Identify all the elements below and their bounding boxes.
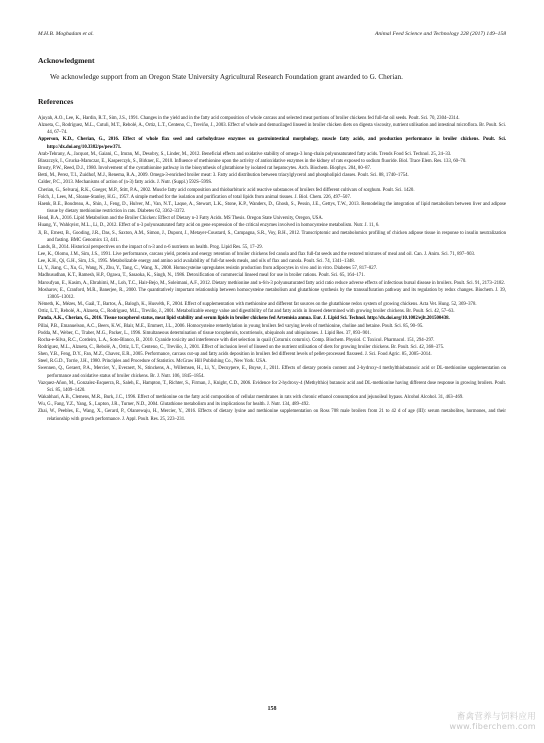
reference-item: Panda, A.K., Cherian, G., 2016. Tissue tocopherol status, meat lipid stability and serum lipids in broiler chickens fed Artemisia annua. Eur. J. Lipid Sci. Technol. http://dx.doi.org/10.1002/ejlt.201500438. [38,316,450,322]
reference-item: Podda, M., Weber, C., Traber, M.G., Packer, L., 1996. Simultaneous determination of tissue tocopherols, tocotrienols, ubiquinols and ubiquinones. J. Lipid Res. 37, 893–901. [38,330,371,336]
acknowledgement-heading: Acknowledgment [38,56,95,65]
reference-item: Lands, B., 2014. Historical perspectives on the impact of n-3 and n-6 nutrients on health. Prog. Lipid Res. 55, 17–29. [38,244,263,250]
reference-item: Lee, K.H., Qi, G.H., Sim, J.S., 1995. Metabolizable energy and amino acid availability of full-fat seeds meals, and oils of flax and canola. Poult. Sci. 74, 1341–1348. [38,259,355,265]
running-head [38,31,506,37]
acknowledgement-text: We acknowledge support from an Oregon State University Agricultural Research Foundation grant awarded to G. Cherian. [50,73,403,81]
reference-item: Pillai, P.B., Emanuelson, A.C., Beers, K.W., Blair, M.E., Emmert, J.L., 2006. Homocysteine remethylation in young broilers fed varying levels of methionine, choline and betaine. Poult. Sci. 85, 90–95. [38,323,424,329]
reference-item: Folch, J., Lees, M., Sloane-Stanley, H.G., 1957. A simple method for the isolation and purification of total lipids from animal tissues. J. Biol. Chem. 226, 497–507. [38,194,352,200]
reference-item: Vazquez-Añon, M., Gonzalez-Esquerra, R., Saleh, E., Hampton, T., Richter, S., Firman, J., Knight, C.D., 2006. Evidence for 2-hydroxy-4 (Methylthio) butanoic acid and DL-methionine having different dose response in growing broilers. Poult. Sci. 85, 1409–1420. [38,380,506,393]
references-heading: References [38,97,74,106]
reference-item: Steel, R.G.D., Torrie, J.H., 1980. Principles and Procedure of Statistics. McGraw Hill Publishing Co., New York. USA. [38,359,267,365]
reference-item: Calder, P.C., 2013. Mechanisms of action of (n-3) fatty acids. J. Nutr. (Suppl.) 592S–599S. [38,180,213,186]
page-number: 158 [267,706,277,712]
reference-item: Maroufyan, E., Kasim, A., Ebrahimi, M., Loh, T.C., Hair-Bejo, M., Soleimani, A.F., 2012. Dietary methionine and n-6/n-3 polyunsaturated fatty acid ratio reduce adverse effects of infectious bursal disease in broilers. Poult. Sci. 91, 2173–2182. [38,280,505,286]
reference-item: Head, B.A., 2016. Lipid Metabolism and the Broiler Chicken: Effect of Dietary n-3 Fatty Acids. MS Thesis. Oregon State University, Oregon, USA. [38,216,324,222]
reference-item: Rocha-e-Silva, R.C., Cordeiro, L.A., Soto-Blanco, B., 2010. Cyanide toxicity and interference with diet selection in quail (Coturnix coturnix). Comp. Biochem. Physiol. C Toxicol. Pharmacol. 151, 294–297. [38,337,435,343]
reference-item: Ji, B., Ernest, B., Gooding, J.R., Das, S., Saxton, A.M., Simon, J., Dupont, J., Metayer-Coustard, S., Campagna, S.R., Voy, B.H., 2012. Transcriptomic and metabolomics profiling of chicken adipose tissue in response to insulin neutralization and fasting. BMC Genomics 13, 441. [38,230,506,243]
reference-item: Ajuyah, A.O., Lee, K., Hardin, R.T., Sim, J.S., 1991. Changes in the yield and in the fatty acid composition of whole carcass and selected meat portions of broiler chickens fed full-fat oil seeds. Poult. Sci. 70, 2304–2314. [38,116,460,121]
reference-item: Haenk, B.E., Boudreau, A., Shin, J., Feng, D., Hulver, M., Van, N.T., Laque, A., Stewart, L.K., Stone, K.P., Wanders, D., Ghosh, S., Pessin, J.E., Gettys, T.W., 2013. Remodeling the integration of lipid metabolism between liver and adipose tissue by dietary methionine restriction in rats. Diabetes 62, 3362–3372. [38,201,506,215]
watermark-url: www.fiberchem.com [449,722,536,731]
reference-item: Wu, G., Fang, Y.Z., Yang, S., Lupton, J.R., Turner, N.D., 2004. Glutathione metabolism and its implications for health. J. Nutr. 134, 489–492. [38,402,310,408]
running-head-authors: M.H.B. Moghadam et al. [38,31,94,37]
reference-item: Alzueta, C., Rodríguez, M.L., Cutuli, M.T., Rebolé, A., Ortiz, L.T., Centeno, C., Treviño, J., 2003. Effect of whole and demucilaged linseed in broiler chicken diets on digesta viscosity, nutrient utilisation and intestinal microflora. Br. Poult. Sci. 44, 67–74. [38,123,506,136]
reference-item: Betti, M., Perez, T.I., Zuidhof, M.J., Renema, R.A., 2009. Omega-3-enriched broiler meat: 3. Fatty acid distribution between triacylglycerol and phospholipid classes. Poult. Sci. 88, 1740–1754. [38,173,409,179]
reference-item: Németh, K., Mézes, M., Gaál, T., Bartos, Á., Balogh, K., Husvéth, F., 2004. Effect of supplementation with methionine and different fat sources on the glutathione redox system of growing chickens. Acta Vet. Hung. 52, 369–378. [38,302,477,308]
reference-item: Lee, K., Olomu, J.M., Sim, J.S., 1991. Live performance, carcass yield, protein and energy retention of broiler chickens fed canola and flax full-fat seeds and the restored mixtures of meal and oil. Can. J. Anim. Sci. 71, 897–903. [38,251,476,257]
reference-item: Cherian, G., Selvaraj, R.K., Goeger, M.P., Stitt, P.A., 2002. Muscle fatty acid composition and thiobarbituric acid reactive substances of broilers fed different cultivars of sorghum. Poult. Sci. 1420. [38,187,415,193]
reference-item: Li, Y., Jiang, C., Xu, G., Wang, N., Zhu, Y., Tang, C., Wang, X., 2008. Homocysteine upregulates resistin production from adipocytes in vivo and in vitro. Diabetes 57, 817–827. [38,266,378,272]
reference-item: Swennen, Q., Geraert, P.A., Mercier, Y., Everaert, N., Stinckens, A., Willemsen, H., Li, Y., Decuypere, E., Buyse, J., 2011. Effects of dietary protein content and 2-hydroxy-4 methylthiobutanoic acid or DL-methionine supplementation on performance and oxidative status of broiler chickens. Br. J. Nutr. 106, 1845–1854. [38,366,506,379]
reference-item: Wakabhari, A.B., Clemens, M.R., Burk, J.C., 1996. Effect of methionine on the fatty acid composition of cellular membranes in rats with chronic ethanol consumption and jejunoileal bypass. Alcohol Alcohol. 31, 463–469. [38,395,464,401]
watermark [449,712,536,732]
reference-item: Huang, Y., Wahlqvist, M.L., Li, D., 2012. Effect of n-3 polyunsaturated fatty acid on gene expression of the critical enzymes involved in homocysteine metabolism. Nutr. J. 11, 6. [38,223,380,229]
reference-item: Arab-Tehrany, A., Jacquot, M., Gaiani, C., Imran, M., Desobry, S., Linder, M., 2012. Beneficial effects and oxidative stability of omega-3 long-chain polyunsaturated fatty acids. Trends Food Sci. Technol. 25, 24–33. [38,151,452,157]
reference-item: Apperson, K.D., Cherian, G., 2016. Effect of whole flax seed and carbohydrase enzymes on gastrointestinal morphology, muscle fatty acids, and production performance in broiler chickens. Poult. Sci. http://dx.doi.org/10.3382/ps/pew371. [38,137,506,150]
reference-list [38,115,506,423]
watermark-title: 畜禽营养与饲料应用 [456,712,536,722]
reference-item: Brosty, P.W., Reed, D.J., 1980. Involvement of the cystathionine pathway in the biosynthesis of glutathione by isolated rat hepatocytes. Arch. Biochem. Biophys. 204, 80–87. [38,166,372,172]
reference-item: Rodríguez, M.L., Alzueta, C., Rebolé, A., Ortiz, L.T., Centeno, C., Treviño, J., 2001. Effect of inclusion level of linseed on the nutrient utilisation of diets for growing broiler chickens. Br. Poult. Sci. 42, 368–375. [38,345,445,350]
running-head-journal: Animal Feed Science and Technology 228 (2017) 149–158 [374,31,506,37]
reference-item: Ortiz, L.T., Rebolé, A., Alzueta, C., Rodríguez, M.L., Treviño, J., 2001. Metabolizable energy value and digestibility of fat and fatty acids in linseed determined with growing broiler chickens. Br. Poult. Sci. 42, 57–63. [38,309,455,315]
reference-item: Blaszczyk, I., Grucka-Mamczar, E., Kasperczyk, S., Birkner, E., 2010. Influence of methionine upon the activity of antioxidative enzymes in the kidney of rats exposed to sodium fluoride. Biol. Trace Elem. Res. 133, 60–70. [38,158,467,164]
reference-item: Zhai, W., Peebles, E., Wang, X., Gerard, P., Olanrewaju, H., Mercier, Y., 2016. Effects of dietary lysine and methionine supplementation on Ross 708 male broilers from 21 to 42 d of age (III): serum metabolites, hormones, and their relationship with growth performance. J. Appl. Poult. Res. 25, 223–231. [38,409,506,422]
reference-item: Mosharov, E., Cranford, M.R., Banerjee, R., 2000. The quantitatively important relationship between homocysteine metabolism and glutathione synthesis by the transsulfuration pathway and its regulation by redox changes. Biochem. J. 39, 13005–13012. [38,287,506,300]
reference-item: Madhusudhan, K.T., Ramesh, H.P., Ogawa, T., Sasaoka, K., Singh, N., 1986. Detoxification of commercial linseed meal for use in broiler rations. Poult. Sci. 65, 164–171. [38,273,365,279]
reference-item: Shen, Y.B., Feng, D.Y., Fan, M.Z., Chavez, E.R., 2005. Performance, carcass cut-up and fatty acids deposition in broilers fed different levels of pellet-processed flaxseed. J. Sci. Food Agric. 85, 2005–2014. [38,352,432,358]
